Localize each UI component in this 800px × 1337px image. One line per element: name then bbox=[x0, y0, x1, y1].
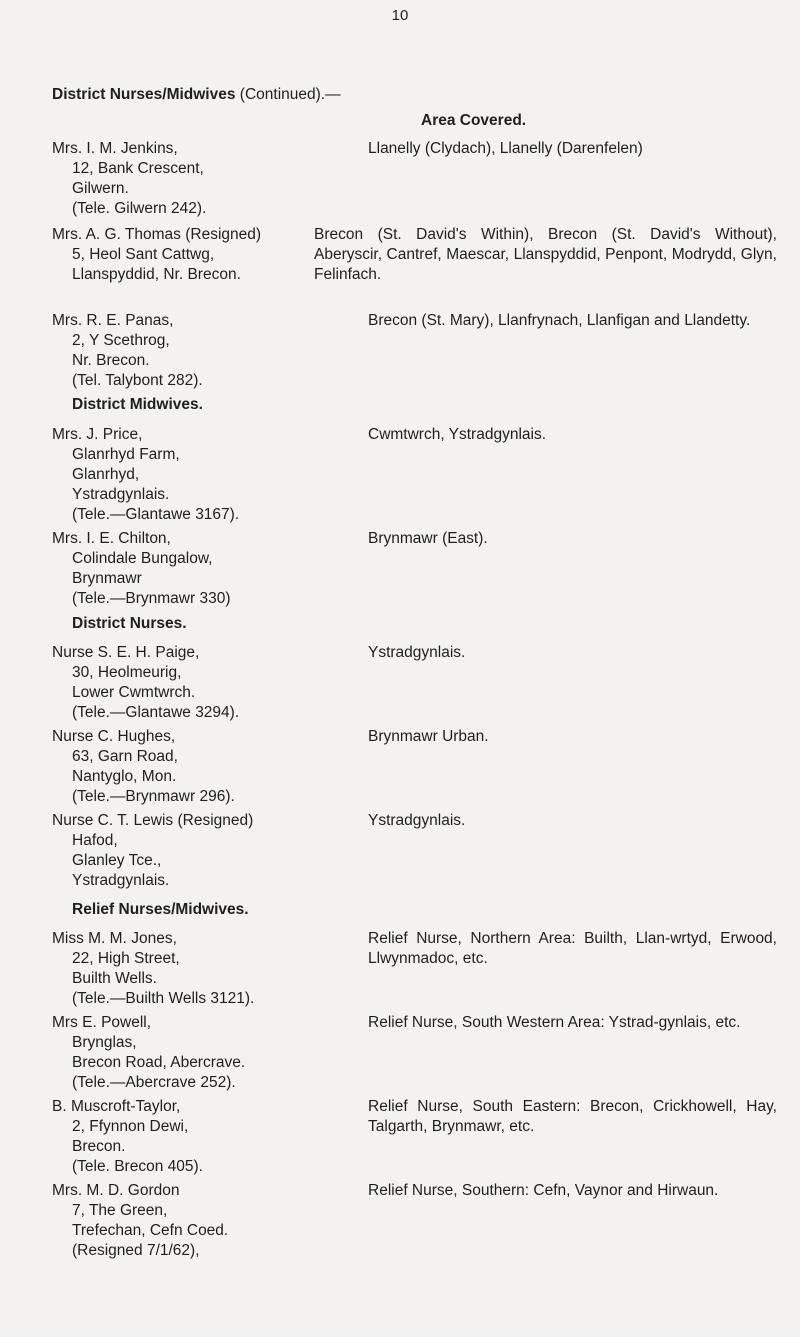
area-text: Llanelly (Clydach), Llanelly (Darenfelen) bbox=[368, 140, 643, 157]
entry-area bbox=[368, 811, 777, 831]
entry-address-line: (Resigned 7/1/62), bbox=[72, 1242, 200, 1259]
entry-name: Mrs. R. E. Panas, bbox=[52, 312, 174, 329]
entry-address-line: (Tele.—Abercrave 252). bbox=[72, 1074, 236, 1091]
entry-address-block bbox=[52, 139, 362, 219]
entry-address-block bbox=[52, 311, 362, 391]
area-text: Relief Nurse, Northern Area: Builth, Llan-wrtyd, Erwood, Llwynmadoc, etc. bbox=[368, 930, 777, 967]
entry-name: Nurse C. Hughes, bbox=[52, 728, 176, 745]
entry-address-line: Hafod, bbox=[72, 832, 118, 849]
entry-name: Mrs. M. D. Gordon bbox=[52, 1182, 180, 1199]
entry-address-line: Llanspyddid, Nr. Brecon. bbox=[72, 266, 241, 283]
entry-address-line: Trefechan, Cefn Coed. bbox=[72, 1222, 229, 1239]
entry-address-line: Lower Cwmtwrch. bbox=[72, 684, 196, 701]
entry-area bbox=[314, 225, 777, 285]
entry-address-line: Glanrhyd, bbox=[72, 466, 140, 483]
entry-address-line: Brynglas, bbox=[72, 1034, 137, 1051]
entry-address-block bbox=[52, 425, 362, 525]
entry-address-block bbox=[52, 529, 362, 609]
entry-address-line: Ystradgynlais. bbox=[72, 486, 170, 503]
area-text: Relief Nurse, South Western Area: Ystrad-gynlais, etc. bbox=[368, 1014, 741, 1031]
entry-address-line: 5, Heol Sant Cattwg, bbox=[72, 246, 215, 263]
area-text: Brecon (St. David's Within), Brecon (St. David's Without), Aberyscir, Cantref, Maescar, Llanspyddid, Penpont, Modrydd, Glyn, Felinfach. bbox=[314, 226, 777, 283]
page-number: 10 bbox=[391, 7, 409, 24]
entry-address-line: Brecon Road, Abercrave. bbox=[72, 1054, 246, 1071]
entry-address-line: 22, High Street, bbox=[72, 950, 180, 967]
entry-area bbox=[368, 311, 777, 331]
entry-name: B. Muscroft-Taylor, bbox=[52, 1098, 181, 1115]
entry-name: Mrs. J. Price, bbox=[52, 426, 143, 443]
entry-name: Mrs. I. E. Chilton, bbox=[52, 530, 171, 547]
entry-name: Nurse C. T. Lewis (Resigned) bbox=[52, 812, 254, 829]
area-text: Relief Nurse, South Eastern: Brecon, Crickhowell, Hay, Talgarth, Brynmawr, etc. bbox=[368, 1098, 777, 1135]
entry-address-line: Glanrhyd Farm, bbox=[72, 446, 180, 463]
entry-address-line: (Tele.—Brynmawr 296). bbox=[72, 788, 235, 805]
entry-area bbox=[368, 1097, 777, 1137]
area-text: Brecon (St. Mary), Llanfrynach, Llanfigan and Llandetty. bbox=[368, 312, 751, 329]
entry-area bbox=[368, 425, 777, 445]
heading-continued: (Continued).— bbox=[239, 86, 341, 103]
entry-address-block bbox=[52, 643, 362, 723]
entry-area bbox=[368, 1181, 777, 1201]
entry-address-line: 63, Garn Road, bbox=[72, 748, 178, 765]
entry-address-block bbox=[52, 1097, 362, 1177]
entry-address-line: 2, Y Scethrog, bbox=[72, 332, 170, 349]
entry-name: Nurse S. E. H. Paige, bbox=[52, 644, 200, 661]
entry-address-line: Brynmawr bbox=[72, 570, 142, 587]
entry-address-line: (Tele.—Brynmawr 330) bbox=[72, 590, 231, 607]
entry-address-block bbox=[52, 811, 362, 891]
entry-address-line: 30, Heolmeurig, bbox=[72, 664, 182, 681]
district-midwives-heading: District Midwives. bbox=[72, 396, 203, 413]
entry-address-line: (Tele.—Glantawe 3294). bbox=[72, 704, 240, 721]
entry-area bbox=[368, 1013, 777, 1033]
area-text: Brynmawr Urban. bbox=[368, 728, 489, 745]
entry-address-line: Ystradgynlais. bbox=[72, 872, 170, 889]
entry-address-line: (Tele.—Glantawe 3167). bbox=[72, 506, 240, 523]
entry-address-line: 2, Ffynnon Dewi, bbox=[72, 1118, 189, 1135]
area-text: Ystradgynlais. bbox=[368, 644, 466, 661]
entry-address-line: 7, The Green, bbox=[72, 1202, 168, 1219]
entry-address-line: Gilwern. bbox=[72, 180, 129, 197]
entry-name: Mrs E. Powell, bbox=[52, 1014, 152, 1031]
entry-area bbox=[368, 727, 777, 747]
area-text: Ystradgynlais. bbox=[368, 812, 466, 829]
entry-name: Miss M. M. Jones, bbox=[52, 930, 177, 947]
relief-nurses-heading: Relief Nurses/Midwives. bbox=[72, 901, 249, 918]
area-text: Relief Nurse, Southern: Cefn, Vaynor and Hirwaun. bbox=[368, 1182, 719, 1199]
entry-address-line: Nantyglo, Mon. bbox=[72, 768, 177, 785]
entry-address-line: (Tele. Gilwern 242). bbox=[72, 200, 207, 217]
area-covered-header: Area Covered. bbox=[421, 112, 527, 129]
entry-address-line: (Tele. Brecon 405). bbox=[72, 1158, 203, 1175]
entry-area bbox=[368, 529, 777, 549]
entry-address-block bbox=[52, 1013, 362, 1093]
entry-area bbox=[368, 929, 777, 969]
entry-address-line: Glanley Tce., bbox=[72, 852, 162, 869]
entry-area bbox=[368, 643, 777, 663]
section-heading bbox=[52, 86, 341, 104]
entry-address-block bbox=[52, 929, 362, 1009]
entry-address-line: Colindale Bungalow, bbox=[72, 550, 213, 567]
district-nurses-heading: District Nurses. bbox=[72, 615, 187, 632]
entry-address-line: Brecon. bbox=[72, 1138, 126, 1155]
entry-name: Mrs. I. M. Jenkins, bbox=[52, 140, 178, 157]
entry-address-line: (Tel. Talybont 282). bbox=[72, 372, 203, 389]
heading-title: District Nurses/Midwives bbox=[52, 86, 236, 103]
entry-address-line: Builth Wells. bbox=[72, 970, 157, 987]
area-text: Cwmtwrch, Ystradgynlais. bbox=[368, 426, 547, 443]
entry-address-line: 12, Bank Crescent, bbox=[72, 160, 204, 177]
entry-area bbox=[368, 139, 777, 159]
entry-name: Mrs. A. G. Thomas (Resigned) bbox=[52, 226, 262, 243]
entry-address-line: Nr. Brecon. bbox=[72, 352, 150, 369]
entry-address-line: (Tele.—Builth Wells 3121). bbox=[72, 990, 255, 1007]
area-text: Brynmawr (East). bbox=[368, 530, 488, 547]
entry-address-block bbox=[52, 1181, 362, 1261]
entry-address-block bbox=[52, 727, 362, 807]
